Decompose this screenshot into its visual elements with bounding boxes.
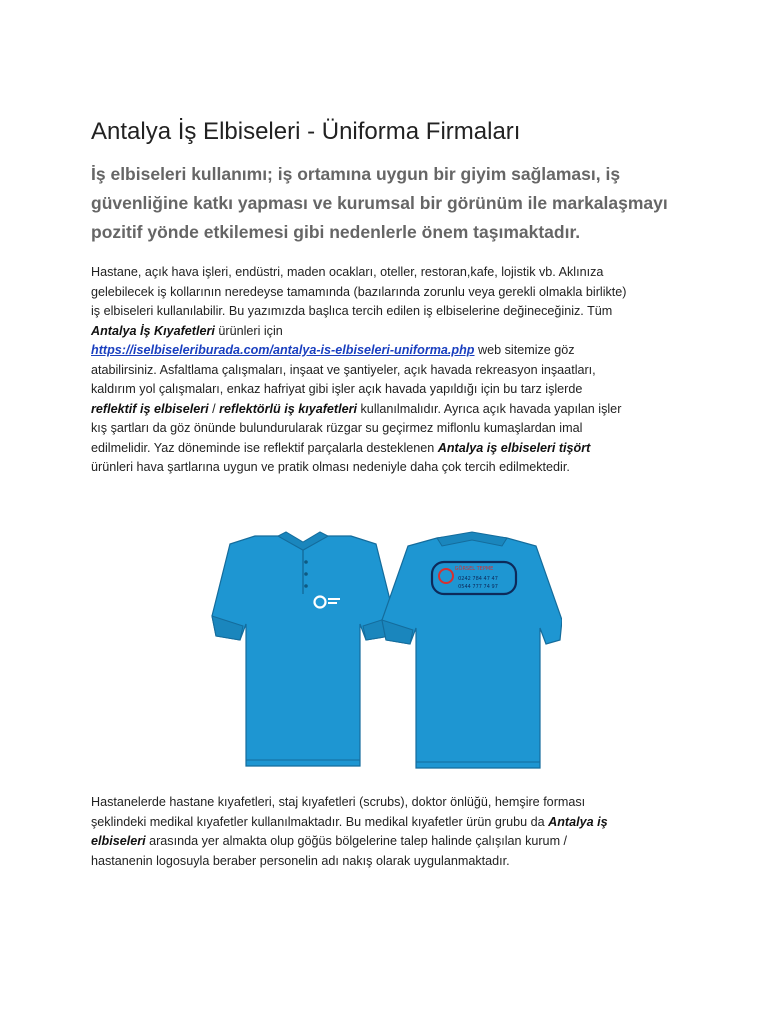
text-line	[91, 832, 691, 852]
text-line: kış şartları da göz önünde bulundurularak rüzgar su geçirmez miflonlu kumaşlardan imal	[91, 421, 583, 435]
text-line: ürünleri hava şartlarına uygun ve pratik olması nedeniyle daha çok tercih edilmektedir.	[91, 460, 570, 474]
back-logo-phone: 0242 784 47 47	[458, 576, 498, 582]
polo-shirt-front	[212, 532, 394, 766]
keyword-bold: Antalya iş	[548, 814, 608, 829]
subtitle-line: pozitif yönde etkilemesi gibi nedenlerle önem taşımaktadır.	[91, 222, 581, 242]
keyword-bold: Antalya iş elbiseleri tişört	[437, 440, 591, 455]
back-logo-name: GÖRSEL TEPME	[454, 566, 494, 572]
subtitle-line: güvenliğine katkı yapması ve kurumsal bir görünüm ile markalaşmayı	[91, 193, 668, 213]
subtitle-line: İş elbiseleri kullanımı; iş ortamına uygun bir giyim sağlaması, iş	[91, 164, 621, 184]
keyword-bold: reflektif iş elbiseleri	[91, 401, 209, 416]
polo-shirts-image	[210, 528, 562, 772]
text-fragment: web sitemize göz	[474, 343, 575, 357]
text-line	[91, 439, 691, 459]
text-line	[91, 400, 691, 420]
text-fragment: şeklindeki medikal kıyafetler kullanılmaktadır. Bu medikal kıyafetler ürün grubu da	[91, 814, 549, 829]
text-line	[91, 322, 691, 342]
text-line: Hastanelerde hastane kıyafetleri, staj kıyafetleri (scrubs), doktor önlüğü, hemşire forması	[91, 795, 586, 809]
text-line: atabilirsiniz. Asfaltlama çalışmaları, inşaat ve şantiyeler, açık havada rekreasyon inşaatları,	[91, 362, 596, 377]
text-line: Hastane, açık hava işleri, endüstri, maden ocakları, oteller, restoran,kafe, lojistik vb. Aklınıza	[91, 265, 604, 279]
website-link[interactable]: https://iselbiseleriburada.com/antalya-is-elbiseleri-uniforma.php	[91, 343, 475, 357]
text-line: gelebilecek iş kollarının neredeyse tamamında (bazılarında zorunlu veya gerekli olmakla birlikte)	[91, 284, 627, 299]
keyword-bold: elbiseleri	[91, 834, 146, 848]
text-line: kaldırım yol çalışmaları, enkaz hafriyat gibi işler açık havada yapıldığı için bu tarz işlerde	[91, 382, 583, 396]
keyword-bold: reflektörlü iş kıyafetleri	[219, 401, 358, 416]
text-fragment: arasında yer almakta olup göğüs bölgelerine talep halinde çalışılan kurum /	[145, 834, 568, 848]
text-fragment: /	[208, 401, 220, 416]
text-line	[91, 341, 691, 361]
text-fragment: ürünleri için	[214, 323, 283, 338]
subtitle	[91, 160, 691, 247]
text-line: iş elbiseleri kullanılabilir. Bu yazımızda başlıca tercih edilen iş elbiselerine değineceğiniz. Tüm	[91, 304, 613, 318]
paragraph-intro	[91, 263, 691, 478]
polo-shirt-back	[382, 532, 562, 768]
paragraph-medical	[91, 793, 691, 871]
back-logo-phone: 0544 777 74 97	[458, 584, 498, 590]
page-title: Antalya İş Elbiseleri - Üniforma Firmaları	[91, 118, 521, 145]
text-fragment: kullanılmalıdır. Ayrıca açık havada yapılan işler	[357, 401, 622, 416]
text-line: hastanenin logosuyla beraber personelin adı nakış olarak uygulanmaktadır.	[91, 853, 510, 868]
text-fragment: edilmelidir. Yaz döneminde ise reflektif parçalarla desteklenen	[91, 440, 438, 455]
keyword-bold: Antalya İş Kıyafetleri	[91, 323, 215, 338]
text-line	[91, 813, 691, 833]
